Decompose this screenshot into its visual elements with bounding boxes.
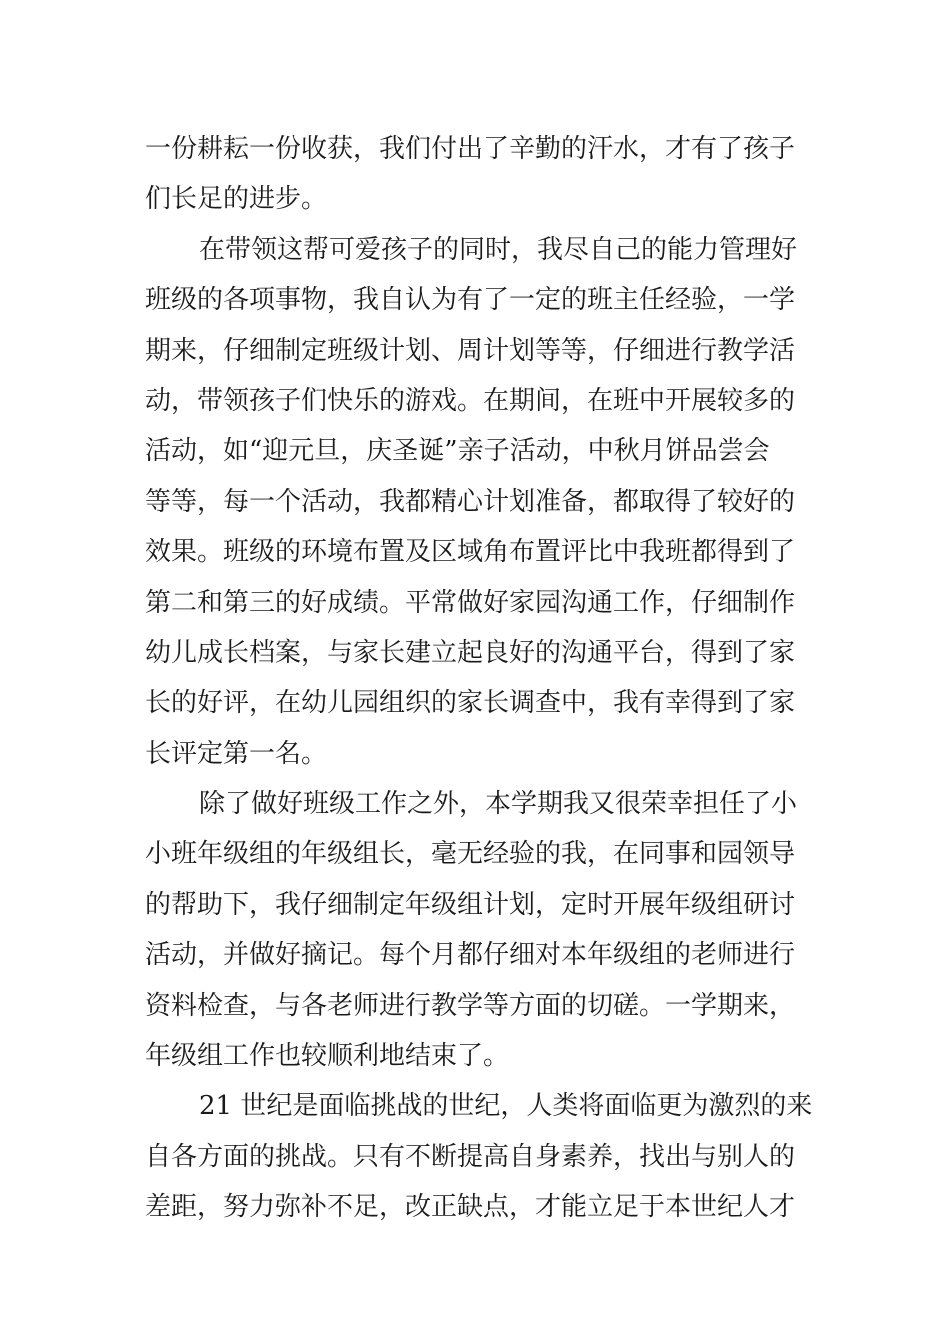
- paragraph-4-line-3: 差距，努力弥补不足，改正缺点，才能立足于本世纪人才: [145, 1192, 796, 1223]
- document-body: [145, 124, 815, 1233]
- paragraph-3-line-6: 年级组工作也较顺利地结束了。: [145, 1041, 510, 1072]
- paragraph-4-line-1: 21 世纪是面临挑战的世纪，人类将面临更为激烈的来: [199, 1091, 813, 1122]
- paragraph-2-line-2: 班级的各项事物，我自认为有了一定的班主任经验，一学: [145, 285, 796, 316]
- paragraph-2-line-10: 长的好评，在幼儿园组织的家长调查中，我有幸得到了家: [145, 688, 796, 719]
- paragraph-4-line-2: 自各方面的挑战。只有不断提高自身素养，找出与别人的: [145, 1141, 796, 1172]
- paragraph-2-line-4: 动，带领孩子们快乐的游戏。在期间，在班中开展较多的: [145, 385, 796, 416]
- paragraph-3-line-1: 除了做好班级工作之外，本学期我又很荣幸担任了小: [199, 789, 798, 820]
- paragraph-2-line-8: 第二和第三的好成绩。平常做好家园沟通工作，仔细制作: [145, 587, 796, 618]
- paragraph-2-line-1: 在带领这帮可爱孩子的同时，我尽自己的能力管理好: [199, 234, 798, 265]
- paragraph-2-line-9: 幼儿成长档案，与家长建立起良好的沟通平台，得到了家: [145, 637, 796, 668]
- paragraph-1-line-1: 一份耕耘一份收获，我们付出了辛勤的汗水，才有了孩子: [145, 134, 796, 164]
- paragraph-2-line-7: 效果。班级的环境布置及区域角布置评比中我班都得到了: [145, 537, 796, 568]
- paragraph-2-line-3: 期来，仔细制定班级计划、周计划等等，仔细进行教学活: [145, 335, 796, 366]
- paragraph-3-line-3: 的帮助下，我仔细制定年级组计划，定时开展年级组研讨: [145, 889, 796, 920]
- paragraph-2-line-6: 等等，每一个活动，我都精心计划准备，都取得了较好的: [145, 486, 796, 517]
- paragraph-2-line-11: 长评定第一名。: [145, 738, 328, 769]
- paragraph-3-line-4: 活动，并做好摘记。每个月都仔细对本年级组的老师进行: [145, 940, 796, 971]
- paragraph-3-line-2: 小班年级组的年级组长，毫无经验的我，在同事和园领导: [145, 839, 796, 870]
- paragraph-2-line-5: 活动，如“迎元旦，庆圣诞”亲子活动，中秋月饼品尝会: [145, 436, 770, 467]
- paragraph-3-line-5: 资料检查，与各老师进行教学等方面的切磋。一学期来，: [145, 990, 796, 1021]
- paragraph-1-line-2: 们长足的进步。: [145, 184, 328, 215]
